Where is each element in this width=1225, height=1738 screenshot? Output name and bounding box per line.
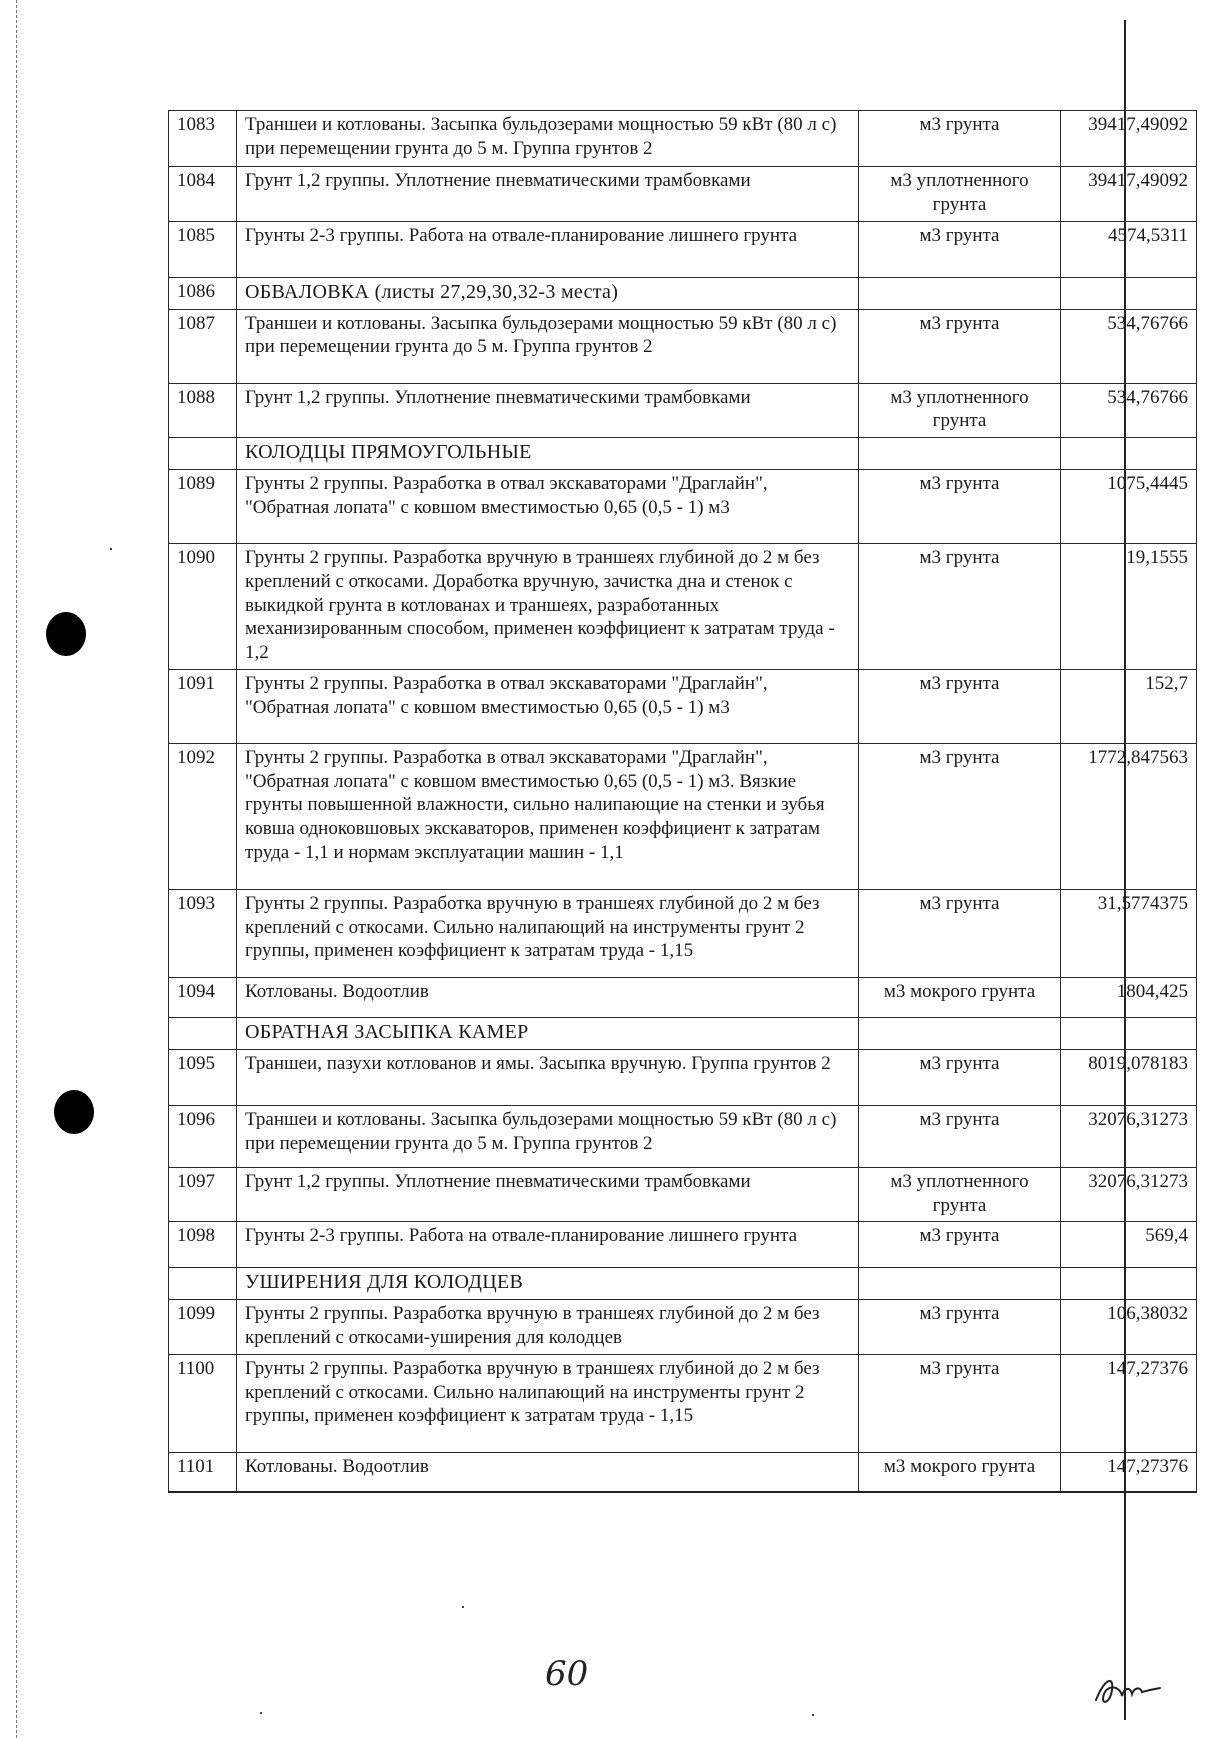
row-number-cell: 1099 — [169, 1300, 237, 1355]
quantity-cell: 8019,078183 — [1061, 1049, 1197, 1105]
table-row — [169, 167, 1197, 222]
table-row — [169, 743, 1197, 889]
row-number-cell: 1100 — [169, 1354, 237, 1452]
row-number-cell: 1085 — [169, 221, 237, 277]
scan-speck — [110, 548, 112, 550]
works-table-body — [169, 111, 1197, 1493]
quantity-cell: 1804,425 — [1061, 977, 1197, 1017]
quantity-cell: 4574,5311 — [1061, 221, 1197, 277]
description-cell: Грунты 2 группы. Разработка в отвал экскаваторами "Драглайн", "Обратная лопата" с ковшом вместимостью 0,65 (0,5 - 1) м3 — [237, 669, 859, 743]
row-number-cell: 1093 — [169, 889, 237, 977]
unit-cell: м3 мокрого грунта — [859, 977, 1061, 1017]
table-row — [169, 1300, 1197, 1355]
row-number-cell: 1084 — [169, 167, 237, 222]
unit-cell: м3 уплотненного грунта — [859, 383, 1061, 438]
unit-cell: м3 грунта — [859, 470, 1061, 544]
table-row — [169, 1452, 1197, 1492]
quantity-cell: 147,27376 — [1061, 1452, 1197, 1492]
unit-cell — [859, 438, 1061, 470]
quantity-cell: 39417,49092 — [1061, 167, 1197, 222]
unit-cell: м3 мокрого грунта — [859, 1452, 1061, 1492]
row-number-cell — [169, 438, 237, 470]
row-number-cell: 1087 — [169, 309, 237, 383]
unit-cell: м3 грунта — [859, 1105, 1061, 1167]
row-number-cell: 1096 — [169, 1105, 237, 1167]
table-row — [169, 383, 1197, 438]
row-number-cell: 1097 — [169, 1167, 237, 1222]
description-cell: Грунт 1,2 группы. Уплотнение пневматическими трамбовками — [237, 1167, 859, 1222]
quantity-cell: 31,5774375 — [1061, 889, 1197, 977]
row-number-cell: 1095 — [169, 1049, 237, 1105]
description-cell: Траншеи и котлованы. Засыпка бульдозерами мощностью 59 кВт (80 л с) при перемещении грунта до 5 м. Группа грунтов 2 — [237, 309, 859, 383]
row-number-cell: 1083 — [169, 111, 237, 167]
unit-cell: м3 грунта — [859, 221, 1061, 277]
description-cell: Грунты 2 группы. Разработка вручную в траншеях глубиной до 2 м без креплений с откосами. Сильно налипающий на инструменты грунт 2 группы, применен коэффициент к затратам труда - 1,15 — [237, 889, 859, 977]
quantity-cell — [1061, 1017, 1197, 1049]
quantity-cell: 569,4 — [1061, 1222, 1197, 1268]
quantity-cell: 39417,49092 — [1061, 111, 1197, 167]
unit-cell: м3 грунта — [859, 1049, 1061, 1105]
works-table — [168, 110, 1197, 1493]
table-row — [169, 1049, 1197, 1105]
row-number-cell: 1098 — [169, 1222, 237, 1268]
description-cell: Грунты 2-3 группы. Работа на отвале-планирование лишнего грунта — [237, 1222, 859, 1268]
row-number-cell: 1088 — [169, 383, 237, 438]
row-number-cell: 1094 — [169, 977, 237, 1017]
unit-cell: м3 грунта — [859, 1354, 1061, 1452]
row-number-cell: 1089 — [169, 470, 237, 544]
section-row — [169, 438, 1197, 470]
punch-hole — [54, 1090, 94, 1134]
quantity-cell: 147,27376 — [1061, 1354, 1197, 1452]
description-cell: Грунты 2 группы. Разработка в отвал экскаваторами "Драглайн", "Обратная лопата" с ковшом вместимостью 0,65 (0,5 - 1) м3 — [237, 470, 859, 544]
quantity-cell: 19,1555 — [1061, 544, 1197, 670]
unit-cell: м3 грунта — [859, 889, 1061, 977]
row-number-cell: 1091 — [169, 669, 237, 743]
table-row — [169, 889, 1197, 977]
description-cell: Грунты 2 группы. Разработка вручную в траншеях глубиной до 2 м без креплений с откосами. Доработка вручную, зачистка дна и стенок с выкидкой грунта в котлованах и траншеях, разработанных механизированным способом, применен коэффициент к затратам труда - 1,2 — [237, 544, 859, 670]
unit-cell: м3 грунта — [859, 111, 1061, 167]
table-row — [169, 111, 1197, 167]
section-title-cell: ОБРАТНАЯ ЗАСЫПКА КАМЕР — [237, 1017, 859, 1049]
scan-speck — [462, 1606, 464, 1608]
quantity-cell — [1061, 1268, 1197, 1300]
table-row — [169, 1167, 1197, 1222]
row-number-cell — [169, 1017, 237, 1049]
description-cell: Грунт 1,2 группы. Уплотнение пневматическими трамбовками — [237, 167, 859, 222]
description-cell: Грунты 2 группы. Разработка в отвал экскаваторами "Драглайн", "Обратная лопата" с ковшом вместимостью 0,65 (0,5 - 1) м3. Вязкие грунты повышенной влажности, сильно налипающие на стенки и зубья ковша одноковшовых экскаваторов, применен коэффициент к затратам труда - 1,1 и нормам эксплуатации машин - 1,1 — [237, 743, 859, 889]
row-number-cell: 1101 — [169, 1452, 237, 1492]
punch-hole — [46, 612, 86, 656]
unit-cell: м3 уплотненного грунта — [859, 1167, 1061, 1222]
description-cell: Котлованы. Водоотлив — [237, 977, 859, 1017]
section-title-cell: ОБВАЛОВКА (листы 27,29,30,32-3 места) — [237, 277, 859, 309]
description-cell: Траншеи и котлованы. Засыпка бульдозерами мощностью 59 кВт (80 л с) при перемещении грунта до 5 м. Группа грунтов 2 — [237, 1105, 859, 1167]
table-row — [169, 544, 1197, 670]
unit-cell: м3 грунта — [859, 1300, 1061, 1355]
scan-speck — [812, 1714, 814, 1716]
quantity-cell: 32076,31273 — [1061, 1105, 1197, 1167]
unit-cell: м3 грунта — [859, 743, 1061, 889]
quantity-cell: 534,76766 — [1061, 309, 1197, 383]
quantity-cell — [1061, 438, 1197, 470]
unit-cell: м3 грунта — [859, 544, 1061, 670]
quantity-cell — [1061, 277, 1197, 309]
quantity-cell: 1772,847563 — [1061, 743, 1197, 889]
description-cell: Траншеи, пазухи котлованов и ямы. Засыпка вручную. Группа грунтов 2 — [237, 1049, 859, 1105]
section-title-cell: УШИРЕНИЯ ДЛЯ КОЛОДЦЕВ — [237, 1268, 859, 1300]
signature-mark — [1090, 1660, 1170, 1710]
table-row — [169, 669, 1197, 743]
table-row — [169, 977, 1197, 1017]
quantity-cell: 106,38032 — [1061, 1300, 1197, 1355]
table-row — [169, 470, 1197, 544]
quantity-cell: 152,7 — [1061, 669, 1197, 743]
unit-cell: м3 грунта — [859, 669, 1061, 743]
row-number-cell: 1086 — [169, 277, 237, 309]
section-row — [169, 277, 1197, 309]
row-number-cell: 1092 — [169, 743, 237, 889]
quantity-cell: 32076,31273 — [1061, 1167, 1197, 1222]
scan-edge — [16, 0, 17, 1738]
table-row — [169, 221, 1197, 277]
quantity-cell: 1075,4445 — [1061, 470, 1197, 544]
unit-cell — [859, 1268, 1061, 1300]
row-number-cell: 1090 — [169, 544, 237, 670]
table-row — [169, 1222, 1197, 1268]
page-number: 60 — [545, 1654, 589, 1694]
table-row — [169, 1354, 1197, 1452]
row-number-cell — [169, 1268, 237, 1300]
table-row — [169, 1105, 1197, 1167]
section-title-cell: КОЛОДЦЫ ПРЯМОУГОЛЬНЫЕ — [237, 438, 859, 470]
unit-cell: м3 уплотненного грунта — [859, 167, 1061, 222]
scan-speck — [260, 1712, 262, 1714]
unit-cell: м3 грунта — [859, 1222, 1061, 1268]
section-row — [169, 1017, 1197, 1049]
description-cell: Котлованы. Водоотлив — [237, 1452, 859, 1492]
table-row — [169, 309, 1197, 383]
description-cell: Грунты 2 группы. Разработка вручную в траншеях глубиной до 2 м без креплений с откосами-уширения для колодцев — [237, 1300, 859, 1355]
section-row — [169, 1268, 1197, 1300]
description-cell: Грунты 2 группы. Разработка вручную в траншеях глубиной до 2 м без креплений с откосами. Сильно налипающий на инструменты грунт 2 группы, применен коэффициент к затратам труда - 1,15 — [237, 1354, 859, 1452]
quantity-cell: 534,76766 — [1061, 383, 1197, 438]
unit-cell — [859, 277, 1061, 309]
unit-cell — [859, 1017, 1061, 1049]
description-cell: Грунты 2-3 группы. Работа на отвале-планирование лишнего грунта — [237, 221, 859, 277]
description-cell: Грунт 1,2 группы. Уплотнение пневматическими трамбовками — [237, 383, 859, 438]
unit-cell: м3 грунта — [859, 309, 1061, 383]
description-cell: Траншеи и котлованы. Засыпка бульдозерами мощностью 59 кВт (80 л с) при перемещении грунта до 5 м. Группа грунтов 2 — [237, 111, 859, 167]
